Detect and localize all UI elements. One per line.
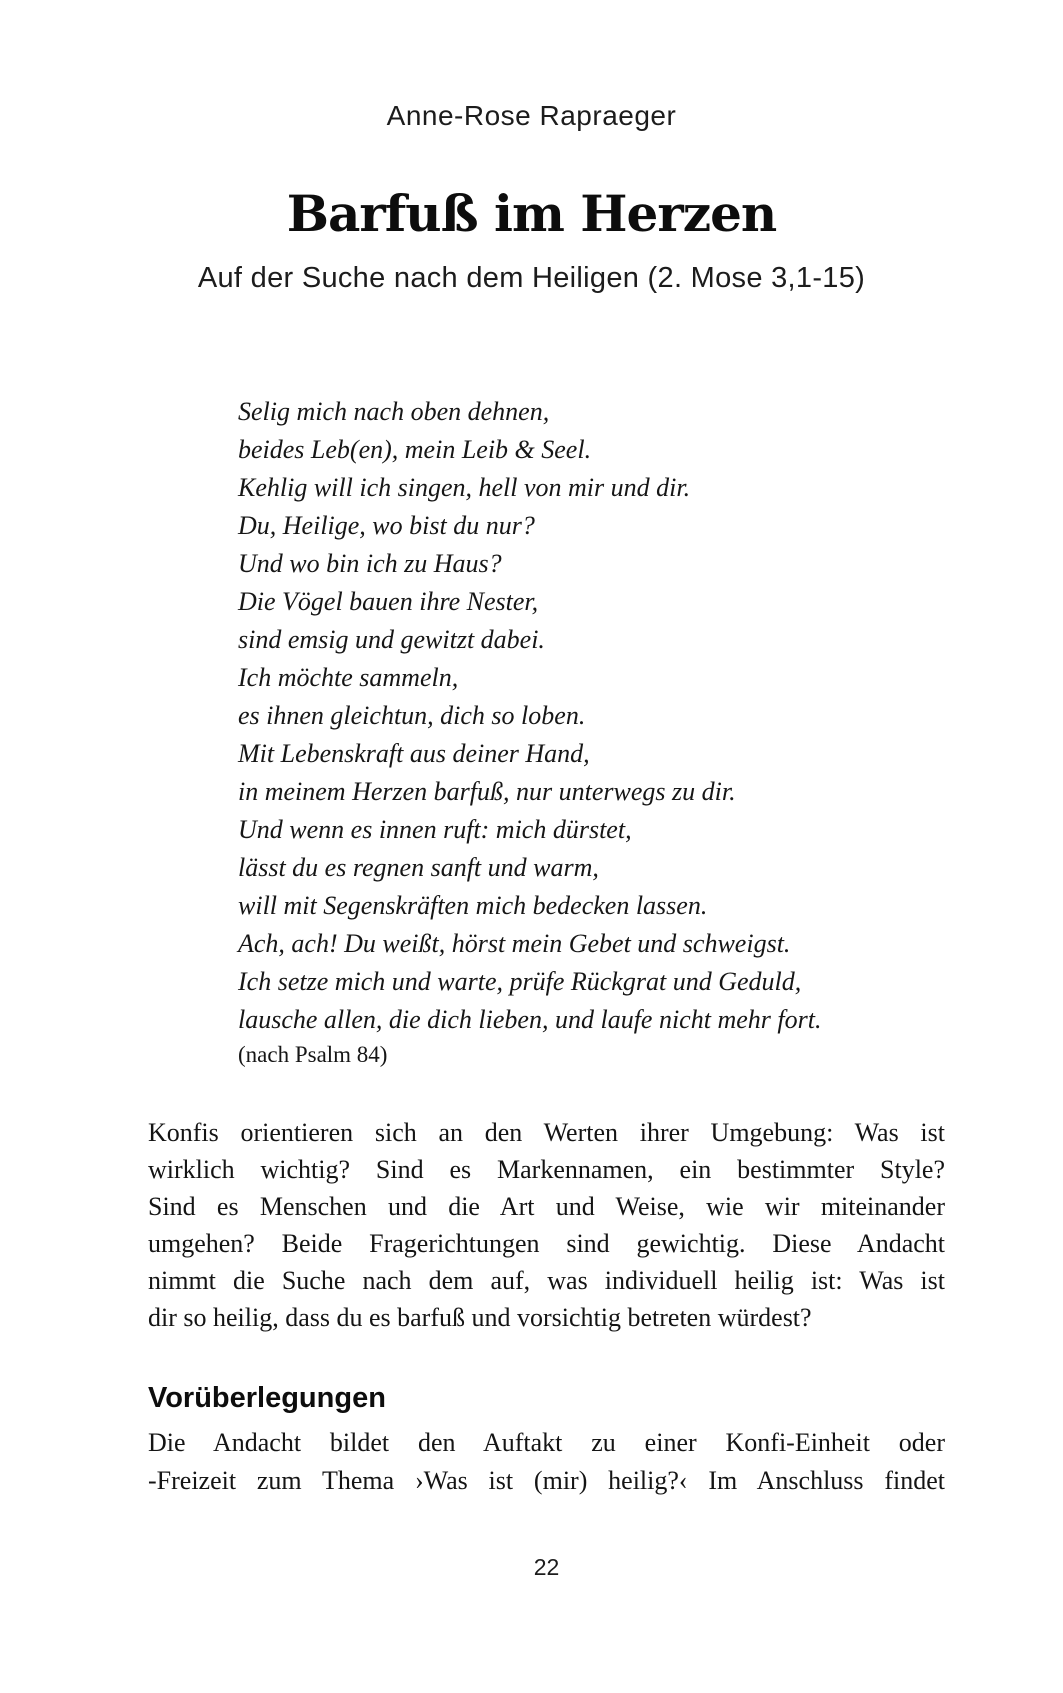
page-number: 22: [533, 1554, 560, 1580]
poem-line: Ich setze mich und warte, prüfe Rückgrat und Geduld,: [238, 967, 802, 996]
poem-attribution: (nach Psalm 84): [238, 1042, 388, 1067]
poem-line: Ach, ach! Du weißt, hörst mein Gebet und schweigst.: [238, 929, 791, 958]
author-name: Anne-Rose Rapraeger: [386, 100, 677, 131]
page-subtitle: Auf der Suche nach dem Heiligen (2. Mose 3,1-15): [197, 262, 866, 294]
poem-line: Mit Lebenskraft aus deiner Hand,: [238, 739, 590, 768]
intro-paragraph: [148, 1114, 945, 1336]
poem-line: beides Leb(en), mein Leib & Seel.: [238, 435, 592, 464]
paragraph-line: nimmt die Suche nach dem auf, was individuell heilig ist: Was ist: [148, 1266, 945, 1295]
poem-line: Und wenn es innen ruft: mich dürstet,: [238, 815, 632, 844]
paragraph-line: umgehen? Beide Fragerichtungen sind gewichtig. Diese Andacht: [148, 1229, 945, 1258]
paragraph-line: dir so heilig, dass du es barfuß und vorsichtig betreten würdest?: [148, 1303, 812, 1332]
section-heading: Vorüberlegungen: [148, 1382, 386, 1414]
poem-line: sind emsig und gewitzt dabei.: [238, 625, 545, 654]
section-paragraph: [148, 1424, 945, 1500]
poem-line: Selig mich nach oben dehnen,: [238, 397, 550, 426]
paragraph-line: Die Andacht bildet den Auftakt zu einer Konfi-Einheit oder: [148, 1428, 945, 1457]
poem-line: Und wo bin ich zu Haus?: [238, 549, 502, 578]
poem-line: will mit Segenskräften mich bedecken lassen.: [238, 891, 708, 920]
poem-line: Ich möchte sammeln,: [238, 663, 459, 692]
poem-line: es ihnen gleichtun, dich so loben.: [238, 701, 586, 730]
poem-line: lässt du es regnen sanft und warm,: [238, 853, 599, 882]
paragraph-line: Sind es Menschen und die Art und Weise, wie wir miteinander: [148, 1192, 945, 1221]
paragraph-line: -Freizeit zum Thema ›Was ist (mir) heilig?‹ Im Anschluss findet: [148, 1466, 945, 1495]
paragraph-line: wirklich wichtig? Sind es Markennamen, ein bestimmter Style?: [148, 1155, 945, 1184]
poem-line: lausche allen, die dich lieben, und laufe nicht mehr fort.: [238, 1005, 822, 1034]
paragraph-line: Konfis orientieren sich an den Werten ihrer Umgebung: Was ist: [148, 1118, 945, 1147]
poem-line: Kehlig will ich singen, hell von mir und dir.: [238, 473, 691, 502]
page-title: Barfuß im Herzen: [286, 184, 777, 243]
poem-block: [238, 393, 948, 1039]
poem-line: Du, Heilige, wo bist du nur?: [238, 511, 535, 540]
poem-line: in meinem Herzen barfuß, nur unterwegs zu dir.: [238, 777, 736, 806]
poem-line: Die Vögel bauen ihre Nester,: [238, 587, 539, 616]
